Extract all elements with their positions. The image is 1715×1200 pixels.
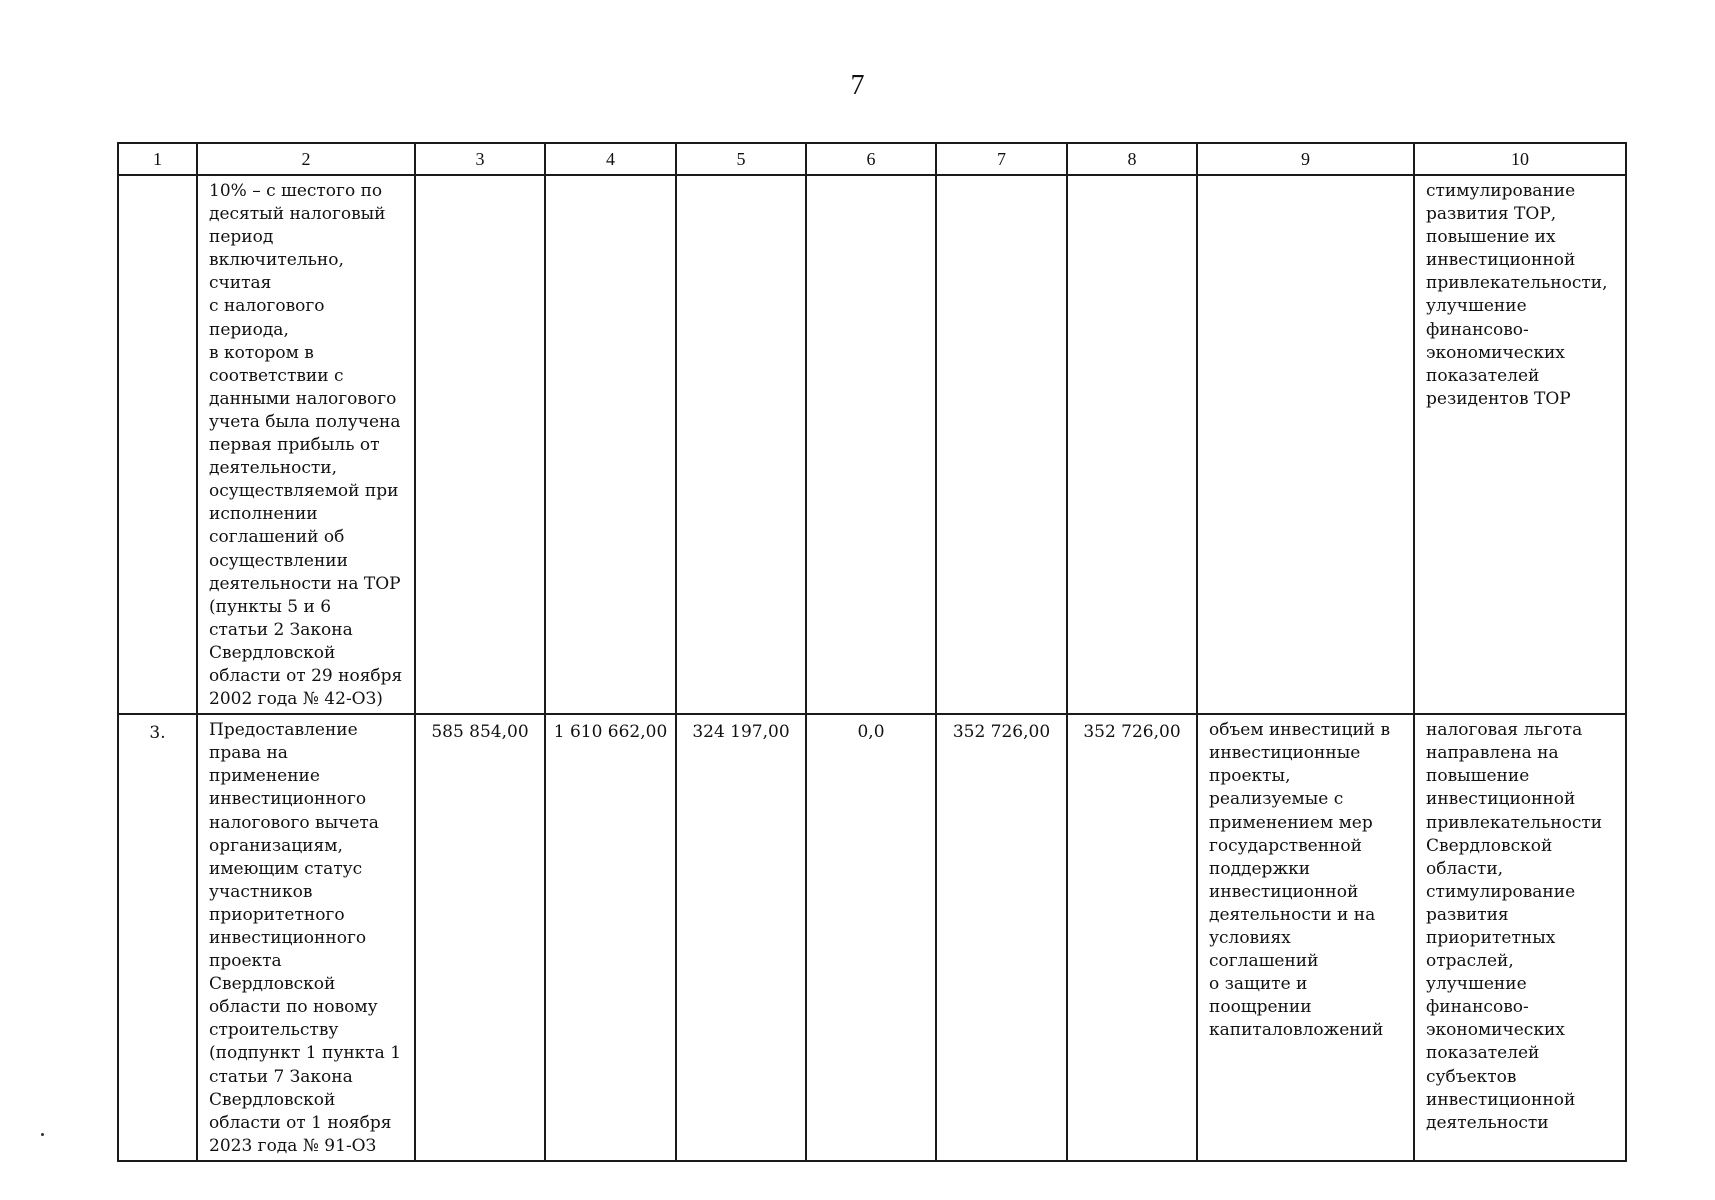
- cell-row-number: 3.: [149, 723, 166, 744]
- cell-benefit-description: 10% – с шестого по десятый налоговый период включительно, считая с налогового периода, в котором в соответствии с данными налогового учета была получена первая прибыль от деятельности, осуществляемой при исполнении соглашений об осуществлении деятельности на ТОР (пункты 5 и 6 статьи 2 Закона Свердловской области от 29 ноября 2002 года № 42-ОЗ): [209, 181, 403, 710]
- cell-col3: [415, 175, 545, 714]
- cell-col4: [545, 175, 676, 714]
- cell-value-col3: 585 854,00: [431, 722, 529, 743]
- cell-purpose: стимулирование развития ТОР, повышение их инвестиционной привлекательности, улучшение финансово- экономических показателей резидентов ТОР: [1426, 181, 1608, 409]
- cell-indicator: объем инвестиций в инвестиционные проекты, реализуемые с применением мер государственной поддержки инвестиционной деятельности и на условиях соглашений о защите и поощрении капиталовложений: [1209, 720, 1391, 1041]
- header-cell-10: 10: [1414, 143, 1626, 175]
- header-cell-8: 8: [1067, 143, 1197, 175]
- cell-value-col6: 0,0: [857, 722, 885, 743]
- cell-benefit-description: Предоставление права на применение инвестиционного налогового вычета организациям, имеющим статус участников приоритетного инвестиционного проекта Свердловской области по новому строительству (подпункт 1 пункта 1 статьи 7 Закона Свердловской области от 1 ноября 2023 года № 91-ОЗ: [209, 720, 402, 1156]
- header-cell-4: 4: [545, 143, 676, 175]
- header-cell-2: 2: [197, 143, 415, 175]
- cell-value-col7: 352 726,00: [952, 722, 1051, 743]
- table-row-3: [118, 714, 1626, 1161]
- cell-col6: [806, 175, 936, 714]
- header-cell-3: 3: [415, 143, 545, 175]
- scan-speck: [41, 1133, 44, 1136]
- cell-value-col5: 324 197,00: [692, 722, 790, 743]
- header-row: [118, 143, 1626, 175]
- cell-purpose: налоговая льгота направлена на повышение инвестиционной привлекательности Свердловской области, стимулирование развития приоритетных отраслей, улучшение финансово- экономических показателей субъектов инвестиционной деятельности: [1426, 720, 1603, 1133]
- data-table: [117, 142, 1627, 1162]
- header-cell-6: 6: [806, 143, 936, 175]
- header-cell-5: 5: [676, 143, 806, 175]
- cell-value-col4: 1 610 662,00: [553, 722, 668, 743]
- header-cell-1: 1: [118, 143, 197, 175]
- table-row-continuation: [118, 175, 1626, 714]
- header-cell-9: 9: [1197, 143, 1414, 175]
- cell-col5: [676, 175, 806, 714]
- cell-col7: [936, 175, 1067, 714]
- cell-col8: [1067, 175, 1197, 714]
- header-cell-7: 7: [936, 143, 1067, 175]
- cell-value-col8: 352 726,00: [1083, 722, 1181, 743]
- cell-index: [118, 175, 197, 714]
- cell-col9: [1197, 175, 1414, 714]
- page-number: 7: [850, 70, 865, 101]
